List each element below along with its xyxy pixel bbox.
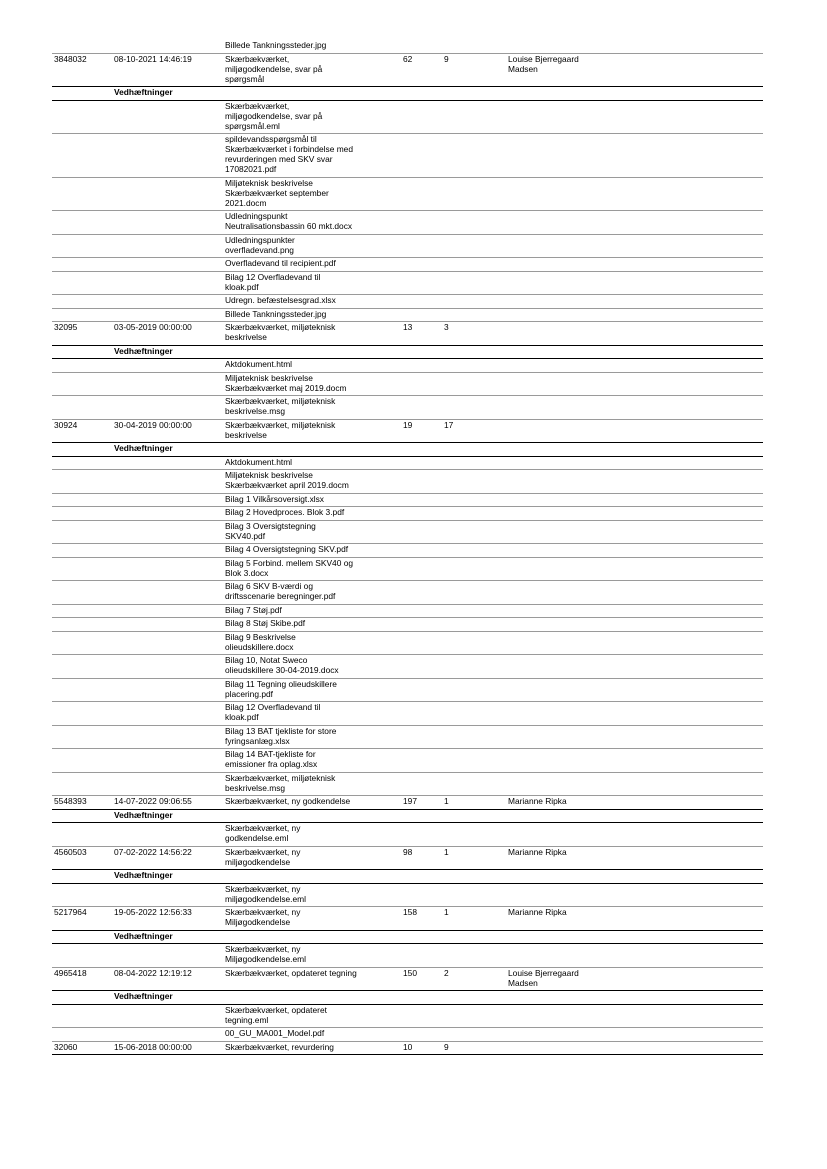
- document-date: 07-02-2022 14:56:22: [114, 846, 192, 857]
- attachment-row: [52, 944, 763, 968]
- document-row: [52, 1042, 763, 1056]
- attachment-row: [52, 178, 763, 212]
- attachment-filename: Bilag 12 Overfladevand til kloak.pdf: [225, 702, 321, 722]
- attachment-row: [52, 272, 763, 296]
- attachment-filename: spildevandsspørgsmål til Skærbækværket i forbindelse med revurderingen med SKV svar 17082021.pdf: [225, 134, 354, 174]
- attachments-label: Vedhæftninger: [114, 870, 173, 880]
- attachment-filename: Bilag 3 Oversigtstegning SKV40.pdf: [225, 520, 316, 541]
- document-number: 98: [403, 846, 413, 857]
- attachment-filename: Skærbækværket, miljøteknisk beskrivelse.msg: [225, 396, 336, 416]
- attachment-filename: Bilag 6 SKV B-værdi og driftsscenarie beregninger.pdf: [225, 581, 336, 601]
- attachment-filename: Bilag 13 BAT tjekliste for store fyringsanlæg.xlsx: [225, 725, 337, 746]
- attachment-row: [52, 823, 763, 847]
- attachments-label: Vedhæftninger: [114, 930, 173, 941]
- document-number: 19: [403, 419, 413, 430]
- attachment-row: [52, 494, 763, 508]
- attachment-row: [52, 309, 763, 323]
- document-count: 3: [444, 322, 449, 332]
- document-id: 32060: [54, 1041, 78, 1052]
- document-date: 19-05-2022 12:56:33: [114, 907, 192, 917]
- document-title: Skærbækværket, revurdering: [225, 1041, 334, 1052]
- attachments-header-row: [52, 443, 763, 457]
- attachment-row: [52, 702, 763, 726]
- document-date: 08-10-2021 14:46:19: [114, 53, 192, 64]
- document-number: 62: [403, 53, 413, 64]
- document-count: 17: [444, 419, 454, 430]
- attachment-row: [52, 605, 763, 619]
- document-count: 9: [444, 1041, 449, 1052]
- attachment-row: [52, 359, 763, 373]
- attachment-filename: Bilag 1 Vilkårsoversigt.xlsx: [225, 493, 324, 504]
- document-title: Skærbækværket, opdateret tegning: [225, 967, 357, 978]
- attachment-row: [52, 507, 763, 521]
- attachment-row: [52, 581, 763, 605]
- document-row: [52, 907, 763, 931]
- document-number: 10: [403, 1041, 413, 1052]
- attachments-header-row: [52, 87, 763, 101]
- attachment-row: [52, 134, 763, 178]
- attachment-filename: Overfladevand til recipient.pdf: [225, 258, 336, 268]
- attachment-row: [52, 544, 763, 558]
- document-id: 3848032: [54, 53, 87, 64]
- document-row: [52, 54, 763, 88]
- document-title: Skærbækværket, ny miljøgodkendelse: [225, 846, 301, 867]
- attachments-label: Vedhæftninger: [114, 991, 173, 1001]
- attachment-filename: Aktdokument.html: [225, 456, 293, 467]
- attachment-filename: Udledningspunkt Neutralisationsbassin 60 mkt.docx: [225, 211, 353, 231]
- attachment-filename: Billede Tankningssteder.jpg: [225, 308, 327, 319]
- attachment-filename: Bilag 9 Beskrivelse olieudskillere.docx: [225, 631, 296, 652]
- document-count: 1: [444, 907, 449, 917]
- document-date: 08-04-2022 12:19:12: [114, 967, 192, 978]
- document-title: Skærbækværket, miljøgodkendelse, svar på spørgsmål: [225, 53, 323, 84]
- attachments-header-row: [52, 346, 763, 360]
- case-handler: Louise Bjerregaard Madsen: [508, 967, 579, 988]
- attachment-filename: Skærbækværket, opdateret tegning.eml: [225, 1004, 327, 1025]
- attachment-row: [52, 618, 763, 632]
- attachment-filename: Bilag 5 Forbind. mellem SKV40 og Blok 3.docx: [225, 557, 354, 578]
- attachment-row: [52, 396, 763, 420]
- case-handler: Marianne Ripka: [508, 907, 567, 917]
- document-row: [52, 796, 763, 810]
- attachments-label: Vedhæftninger: [114, 809, 173, 820]
- attachment-filename: Skærbækværket, ny Miljøgodkendelse.eml: [225, 944, 306, 964]
- attachment-filename: Bilag 8 Støj Skibe.pdf: [225, 618, 306, 628]
- document-date: 03-05-2019 00:00:00: [114, 322, 192, 332]
- attachments-header-row: [52, 810, 763, 824]
- document-row: [52, 322, 763, 346]
- attachment-row: [52, 726, 763, 750]
- document-number: 197: [403, 796, 417, 806]
- document-date: 14-07-2022 09:06:55: [114, 796, 192, 806]
- attachment-filename: Bilag 4 Oversigtstegning SKV.pdf: [225, 544, 349, 554]
- attachment-row: [52, 258, 763, 272]
- attachment-filename: Bilag 14 BAT-tjekliste for emissioner fra oplag.xlsx: [225, 749, 318, 769]
- attachment-row: [52, 884, 763, 908]
- case-handler: Louise Bjerregaard Madsen: [508, 53, 579, 74]
- attachment-row: [52, 40, 763, 54]
- attachment-filename: Miljøteknisk beskrivelse Skærbækværket april 2019.docm: [225, 470, 349, 490]
- attachment-filename: Bilag 7 Støj.pdf: [225, 604, 282, 615]
- document-id: 5217964: [54, 907, 87, 917]
- attachment-row: [52, 457, 763, 471]
- attachment-row: [52, 373, 763, 397]
- document-count: 1: [444, 846, 449, 857]
- document-count: 1: [444, 796, 449, 806]
- document-id: 32095: [54, 322, 78, 332]
- attachment-filename: Miljøteknisk beskrivelse Skærbækværket september 2021.docm: [225, 177, 329, 208]
- document-id: 30924: [54, 419, 78, 430]
- case-handler: Marianne Ripka: [508, 846, 567, 857]
- attachment-filename: Bilag 12 Overfladevand til kloak.pdf: [225, 271, 321, 292]
- attachments-header-row: [52, 870, 763, 884]
- document-number: 150: [403, 967, 417, 978]
- attachment-row: [52, 632, 763, 656]
- attachments-header-row: [52, 991, 763, 1005]
- document-id: 4965418: [54, 967, 87, 978]
- document-date: 30-04-2019 00:00:00: [114, 419, 192, 430]
- attachment-filename: Skærbækværket, miljøgodkendelse, svar på spørgsmål.eml: [225, 100, 323, 131]
- attachment-filename: Skærbækværket, ny miljøgodkendelse.eml: [225, 883, 306, 904]
- attachment-row: [52, 211, 763, 235]
- attachment-row: [52, 235, 763, 259]
- attachments-label: Vedhæftninger: [114, 87, 173, 97]
- document-date: 15-06-2018 00:00:00: [114, 1041, 192, 1052]
- document-count: 2: [444, 967, 449, 978]
- attachment-row: [52, 773, 763, 797]
- attachment-filename: Udledningspunkter overfladevand.png: [225, 234, 295, 255]
- attachment-row: [52, 679, 763, 703]
- document-title: Skærbækværket, miljøteknisk beskrivelse: [225, 419, 336, 440]
- attachment-filename: Bilag 10, Notat Sweco olieudskillere 30-04-2019.docx: [225, 655, 339, 675]
- document-table: [52, 40, 763, 1055]
- attachments-header-row: [52, 931, 763, 945]
- document-title: Skærbækværket, miljøteknisk beskrivelse: [225, 322, 336, 342]
- attachment-filename: Skærbækværket, ny godkendelse.eml: [225, 823, 301, 843]
- attachments-label: Vedhæftninger: [114, 345, 173, 356]
- attachment-row: [52, 521, 763, 545]
- document-number: 158: [403, 907, 417, 917]
- attachment-row: [52, 470, 763, 494]
- attachment-filename: Aktdokument.html: [225, 359, 293, 369]
- attachment-filename: Udregn. befæstelsesgrad.xlsx: [225, 295, 336, 305]
- document-number: 13: [403, 322, 413, 332]
- document-row: [52, 420, 763, 444]
- document-title: Skærbækværket, ny Miljøgodkendelse: [225, 907, 301, 927]
- attachment-row: [52, 1005, 763, 1029]
- document-title: Skærbækværket, ny godkendelse: [225, 796, 351, 806]
- attachment-row: [52, 749, 763, 773]
- document-id: 4560503: [54, 846, 87, 857]
- attachment-filename: Bilag 11 Tegning olieudskillere placering.pdf: [225, 678, 337, 699]
- attachment-row: [52, 101, 763, 135]
- attachment-row: [52, 295, 763, 309]
- attachments-label: Vedhæftninger: [114, 443, 173, 453]
- document-id: 5548393: [54, 796, 87, 806]
- attachment-filename: Skærbækværket, miljøteknisk beskrivelse.msg: [225, 772, 336, 793]
- document-count: 9: [444, 53, 449, 64]
- document-row: [52, 847, 763, 871]
- attachment-filename: 00_GU_MA001_Model.pdf: [225, 1028, 325, 1038]
- attachment-row: [52, 1028, 763, 1042]
- attachment-filename: Bilag 2 Hovedproces. Blok 3.pdf: [225, 507, 345, 517]
- case-handler: Marianne Ripka: [508, 796, 567, 806]
- attachment-row: [52, 655, 763, 679]
- attachment-row: [52, 558, 763, 582]
- document-row: [52, 968, 763, 992]
- attachment-filename: Billede Tankningssteder.jpg: [225, 40, 327, 50]
- attachment-filename: Miljøteknisk beskrivelse Skærbækværket maj 2019.docm: [225, 372, 347, 393]
